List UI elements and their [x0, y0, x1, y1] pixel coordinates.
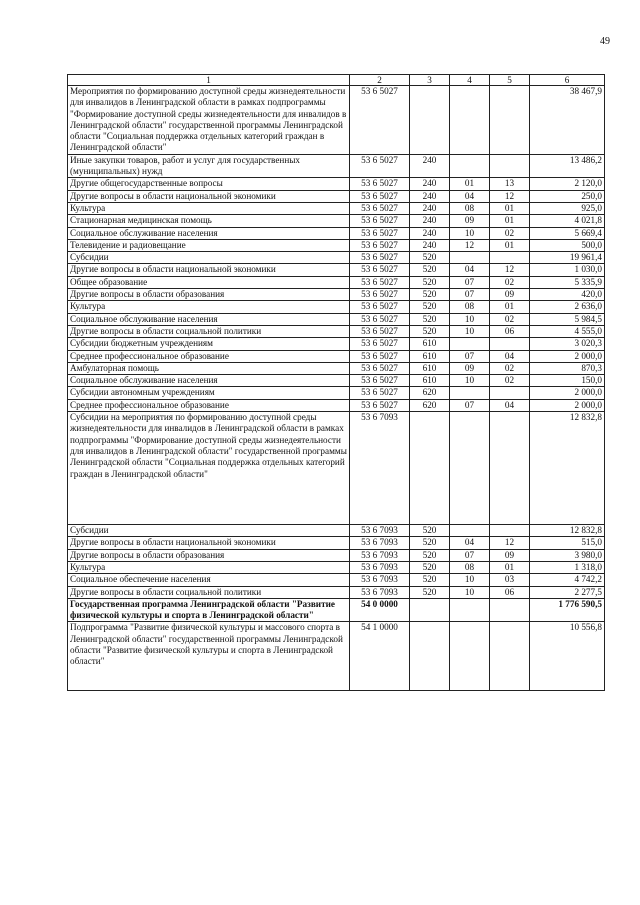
expense-type-code: 520 — [410, 561, 450, 573]
table-row — [68, 399, 605, 411]
section-code — [450, 387, 490, 399]
subsection-code: 01 — [490, 301, 530, 313]
row-name: Другие вопросы в области национальной экономики — [68, 537, 350, 549]
section-code: 07 — [450, 289, 490, 301]
amount: 10 556,8 — [530, 622, 605, 691]
target-article-code: 53 6 5027 — [350, 202, 410, 214]
subsection-code: 02 — [490, 276, 530, 288]
target-article-code: 53 6 5027 — [350, 301, 410, 313]
column-header: 2 — [350, 75, 410, 86]
row-name: Другие вопросы в области социальной политики — [68, 586, 350, 598]
target-article-code: 53 6 5027 — [350, 276, 410, 288]
table-row — [68, 350, 605, 362]
section-code — [450, 154, 490, 178]
target-article-code: 53 6 5027 — [350, 387, 410, 399]
section-code: 10 — [450, 586, 490, 598]
section-code — [450, 338, 490, 350]
row-name: Другие вопросы в области образования — [68, 289, 350, 301]
subsection-code — [490, 252, 530, 264]
amount: 1 318,0 — [530, 561, 605, 573]
subsection-code — [490, 598, 530, 622]
subsection-code — [490, 387, 530, 399]
target-article-code: 53 6 5027 — [350, 227, 410, 239]
table-row — [68, 622, 605, 691]
expense-type-code: 620 — [410, 387, 450, 399]
table-row — [68, 598, 605, 622]
table-row — [68, 252, 605, 264]
section-code: 04 — [450, 264, 490, 276]
row-name: Субсидии — [68, 252, 350, 264]
row-name: Другие вопросы в области образования — [68, 549, 350, 561]
table-row — [68, 239, 605, 251]
expense-type-code: 520 — [410, 264, 450, 276]
table-row — [68, 276, 605, 288]
amount: 2 000,0 — [530, 350, 605, 362]
subsection-code: 12 — [490, 537, 530, 549]
expense-type-code: 520 — [410, 325, 450, 337]
section-code — [450, 598, 490, 622]
column-header: 5 — [490, 75, 530, 86]
subsection-code — [490, 622, 530, 691]
subsection-code: 09 — [490, 549, 530, 561]
subsection-code: 04 — [490, 399, 530, 411]
row-name: Мероприятия по формированию доступной среды жизнедеятельности для инвалидов в Ленинградской области в рамках подпрограммы "Формирование доступной среды жизнедеятельности для инвалидов в Ленинградской области" государственной программы Ленинградской области "Социальная поддержка отдельных категорий граждан в Ленинградской области" — [68, 86, 350, 155]
table-row — [68, 227, 605, 239]
table-row — [68, 301, 605, 313]
target-article-code: 53 6 5027 — [350, 215, 410, 227]
target-article-code: 53 6 7093 — [350, 537, 410, 549]
subsection-code: 02 — [490, 227, 530, 239]
target-article-code: 53 6 7093 — [350, 525, 410, 537]
subsection-code: 06 — [490, 325, 530, 337]
section-code: 08 — [450, 301, 490, 313]
section-code: 10 — [450, 313, 490, 325]
row-name: Культура — [68, 561, 350, 573]
section-code: 10 — [450, 375, 490, 387]
subsection-code: 09 — [490, 289, 530, 301]
section-code — [450, 622, 490, 691]
row-name: Иные закупки товаров, работ и услуг для государственных (муниципальных) нужд — [68, 154, 350, 178]
amount: 925,0 — [530, 202, 605, 214]
section-code: 10 — [450, 574, 490, 586]
table-row — [68, 325, 605, 337]
target-article-code: 53 6 5027 — [350, 399, 410, 411]
column-header: 4 — [450, 75, 490, 86]
target-article-code: 53 6 5027 — [350, 178, 410, 190]
section-code: 01 — [450, 178, 490, 190]
table-row — [68, 561, 605, 573]
subsection-code: 12 — [490, 190, 530, 202]
expense-type-code: 240 — [410, 154, 450, 178]
section-code: 12 — [450, 239, 490, 251]
table-row — [68, 202, 605, 214]
table-row — [68, 178, 605, 190]
section-code — [450, 412, 490, 525]
section-code: 10 — [450, 325, 490, 337]
expense-type-code: 520 — [410, 586, 450, 598]
amount: 2 636,0 — [530, 301, 605, 313]
table-row — [68, 387, 605, 399]
amount: 250,0 — [530, 190, 605, 202]
expense-type-code: 240 — [410, 227, 450, 239]
row-name: Социальное обеспечение населения — [68, 574, 350, 586]
table-row — [68, 190, 605, 202]
subsection-code: 06 — [490, 586, 530, 598]
section-code: 07 — [450, 276, 490, 288]
amount: 2 277,5 — [530, 586, 605, 598]
expense-type-code: 240 — [410, 239, 450, 251]
target-article-code: 53 6 5027 — [350, 313, 410, 325]
expense-type-code — [410, 86, 450, 155]
column-header: 1 — [68, 75, 350, 86]
amount: 12 832,8 — [530, 525, 605, 537]
expense-type-code — [410, 412, 450, 525]
amount: 5 669,4 — [530, 227, 605, 239]
expense-type-code: 520 — [410, 252, 450, 264]
expense-type-code: 520 — [410, 313, 450, 325]
expense-type-code: 240 — [410, 190, 450, 202]
table-row — [68, 215, 605, 227]
row-name: Общее образование — [68, 276, 350, 288]
section-code: 08 — [450, 202, 490, 214]
row-name: Другие общегосударственные вопросы — [68, 178, 350, 190]
target-article-code: 54 1 0000 — [350, 622, 410, 691]
subsection-code — [490, 154, 530, 178]
section-code: 09 — [450, 215, 490, 227]
amount: 515,0 — [530, 537, 605, 549]
expense-type-code — [410, 622, 450, 691]
target-article-code: 53 6 5027 — [350, 190, 410, 202]
row-name: Культура — [68, 202, 350, 214]
expense-type-code: 610 — [410, 350, 450, 362]
table-body — [68, 86, 605, 691]
amount: 4 555,0 — [530, 325, 605, 337]
amount: 150,0 — [530, 375, 605, 387]
row-name: Государственная программа Ленинградской области "Развитие физической культуры и спорта в Ленинградской области" — [68, 598, 350, 622]
amount: 1 776 590,5 — [530, 598, 605, 622]
section-code — [450, 252, 490, 264]
expense-type-code: 520 — [410, 289, 450, 301]
target-article-code: 54 0 0000 — [350, 598, 410, 622]
subsection-code: 04 — [490, 350, 530, 362]
section-code — [450, 86, 490, 155]
column-header: 3 — [410, 75, 450, 86]
header-row — [68, 75, 605, 86]
row-name: Другие вопросы в области социальной политики — [68, 325, 350, 337]
row-name: Подпрограмма "Развитие физической культуры и массового спорта в Ленинградской области" государственной программы Ленинградской области "Развитие физической культуры и спорта в Ленинградской области" — [68, 622, 350, 691]
expense-type-code: 520 — [410, 301, 450, 313]
target-article-code: 53 6 5027 — [350, 252, 410, 264]
row-name: Субсидии автономным учреждениям — [68, 387, 350, 399]
row-name: Социальное обслуживание населения — [68, 313, 350, 325]
row-name: Среднее профессиональное образование — [68, 350, 350, 362]
subsection-code: 02 — [490, 375, 530, 387]
amount: 2 120,0 — [530, 178, 605, 190]
subsection-code: 01 — [490, 202, 530, 214]
amount: 2 000,0 — [530, 387, 605, 399]
amount: 3 020,3 — [530, 338, 605, 350]
target-article-code: 53 6 5027 — [350, 86, 410, 155]
table-row — [68, 264, 605, 276]
row-name: Культура — [68, 301, 350, 313]
table-row — [68, 537, 605, 549]
target-article-code: 53 6 5027 — [350, 239, 410, 251]
amount: 38 467,9 — [530, 86, 605, 155]
subsection-code: 03 — [490, 574, 530, 586]
target-article-code: 53 6 7093 — [350, 574, 410, 586]
table-row — [68, 86, 605, 155]
table-row — [68, 289, 605, 301]
target-article-code: 53 6 5027 — [350, 350, 410, 362]
table-row — [68, 412, 605, 525]
amount: 13 486,2 — [530, 154, 605, 178]
subsection-code: 01 — [490, 561, 530, 573]
subsection-code — [490, 338, 530, 350]
expense-type-code: 240 — [410, 215, 450, 227]
target-article-code: 53 6 5027 — [350, 264, 410, 276]
row-name: Субсидии бюджетным учреждениям — [68, 338, 350, 350]
target-article-code: 53 6 5027 — [350, 289, 410, 301]
expense-type-code: 520 — [410, 574, 450, 586]
page-number: 49 — [600, 36, 610, 47]
section-code: 07 — [450, 399, 490, 411]
expense-type-code: 240 — [410, 178, 450, 190]
expense-type-code: 240 — [410, 202, 450, 214]
target-article-code: 53 6 5027 — [350, 325, 410, 337]
amount: 2 000,0 — [530, 399, 605, 411]
row-name: Амбулаторная помощь — [68, 362, 350, 374]
subsection-code: 02 — [490, 362, 530, 374]
table-row — [68, 375, 605, 387]
expense-type-code: 520 — [410, 537, 450, 549]
row-name: Социальное обслуживание населения — [68, 375, 350, 387]
table-row — [68, 154, 605, 178]
amount: 3 980,0 — [530, 549, 605, 561]
expense-type-code: 610 — [410, 375, 450, 387]
subsection-code: 01 — [490, 215, 530, 227]
row-name: Другие вопросы в области национальной экономики — [68, 264, 350, 276]
amount: 5 984,5 — [530, 313, 605, 325]
subsection-code — [490, 412, 530, 525]
section-code: 07 — [450, 549, 490, 561]
amount: 420,0 — [530, 289, 605, 301]
expense-type-code: 520 — [410, 525, 450, 537]
expense-type-code — [410, 598, 450, 622]
expense-type-code: 520 — [410, 549, 450, 561]
expense-type-code: 620 — [410, 399, 450, 411]
table-row — [68, 586, 605, 598]
row-name: Социальное обслуживание населения — [68, 227, 350, 239]
section-code: 04 — [450, 537, 490, 549]
amount: 500,0 — [530, 239, 605, 251]
amount: 12 832,8 — [530, 412, 605, 525]
row-name: Среднее профессиональное образование — [68, 399, 350, 411]
row-name: Субсидии — [68, 525, 350, 537]
table-row — [68, 574, 605, 586]
row-name: Субсидии на мероприятия по формированию доступной среды жизнедеятельности для инвалидов в Ленинградской области в рамках подпрограммы "Формирование доступной среды жизнедеятельности для инвалидов в Ленинградской области" государственной программы Ленинградской области "Социальная поддержка отдельных категорий граждан в Ленинградской области" — [68, 412, 350, 525]
subsection-code: 02 — [490, 313, 530, 325]
section-code: 07 — [450, 350, 490, 362]
expense-type-code: 610 — [410, 338, 450, 350]
target-article-code: 53 6 5027 — [350, 338, 410, 350]
amount: 4 742,2 — [530, 574, 605, 586]
row-name: Телевидение и радиовещание — [68, 239, 350, 251]
target-article-code: 53 6 5027 — [350, 154, 410, 178]
expense-type-code: 610 — [410, 362, 450, 374]
budget-table — [67, 74, 605, 691]
column-header: 6 — [530, 75, 605, 86]
amount: 19 961,4 — [530, 252, 605, 264]
section-code: 08 — [450, 561, 490, 573]
amount: 5 335,9 — [530, 276, 605, 288]
expense-type-code: 520 — [410, 276, 450, 288]
subsection-code: 01 — [490, 239, 530, 251]
target-article-code: 53 6 7093 — [350, 561, 410, 573]
target-article-code: 53 6 7093 — [350, 586, 410, 598]
target-article-code: 53 6 5027 — [350, 375, 410, 387]
section-code: 09 — [450, 362, 490, 374]
amount: 870,3 — [530, 362, 605, 374]
amount: 1 030,0 — [530, 264, 605, 276]
target-article-code: 53 6 7093 — [350, 412, 410, 525]
table-row — [68, 338, 605, 350]
table-row — [68, 362, 605, 374]
target-article-code: 53 6 7093 — [350, 549, 410, 561]
amount: 4 021,8 — [530, 215, 605, 227]
row-name: Стационарная медицинская помощь — [68, 215, 350, 227]
section-code — [450, 525, 490, 537]
row-name: Другие вопросы в области национальной экономики — [68, 190, 350, 202]
subsection-code: 13 — [490, 178, 530, 190]
section-code: 04 — [450, 190, 490, 202]
table-row — [68, 549, 605, 561]
table-row — [68, 525, 605, 537]
subsection-code: 12 — [490, 264, 530, 276]
subsection-code — [490, 86, 530, 155]
target-article-code: 53 6 5027 — [350, 362, 410, 374]
subsection-code — [490, 525, 530, 537]
table-row — [68, 313, 605, 325]
section-code: 10 — [450, 227, 490, 239]
